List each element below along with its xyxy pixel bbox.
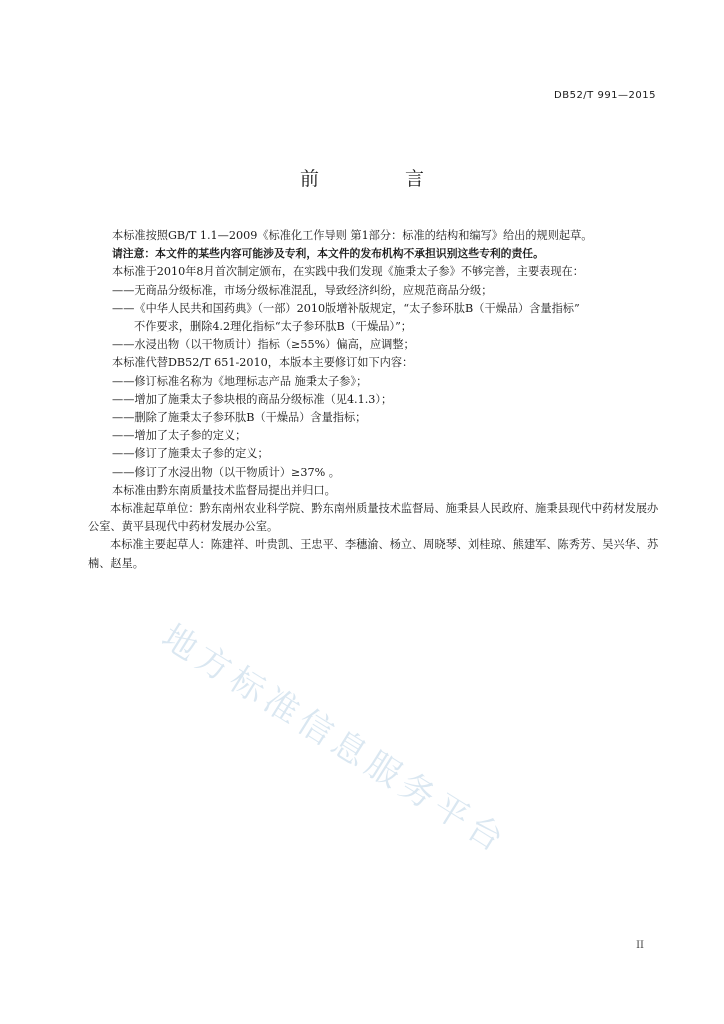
list-item: ——《中华人民共和国药典》（一部）2010版增补版规定，“太子参环肽B（干燥品）含量指标” [112,301,580,315]
page-title: 前 言 [299,168,465,190]
list-item: ——增加了施秉太子参块根的商品分级标准（见4.1.3）； [112,392,393,406]
patent-notice: 请注意：本文件的某些内容可能涉及专利，本文件的发布机构不承担识别这些专利的责任。 [112,247,544,261]
list-item: ——修订了施秉太子参的定义； [112,447,269,461]
list-item-continuation: 不作要求，删除4.2理化指标“太子参环肽B（干燥品）”； [134,320,412,334]
paragraph: 本标准代替DB52/T 651-2010，本版本主要修订如下内容： [112,356,414,370]
preface-body [90,227,660,573]
list-item: ——修订了水浸出物（以干物质计）≥37% 。 [112,465,340,479]
list-item: ——增加了太子参的定义； [112,429,247,443]
paragraph: 本标准于2010年8月首次制定颁布，在实践中我们发现《施秉太子参》不够完善，主要表现在： [112,265,584,279]
document-code: DB52/T 991—2015 [554,90,656,101]
list-item: ——无商品分级标准，市场分级标准混乱，导致经济纠纷，应规范商品分级； [112,283,493,297]
paragraph: 本标准按照GB/T 1.1—2009《标准化工作导则 第1部分：标准的结构和编写》给出的规则起草。 [112,229,593,242]
watermark: 地方标准信息服务平台 [154,616,515,863]
list-item: ——删除了施秉太子参环肽B（干燥品）含量指标； [112,411,367,425]
list-item: ——修订标准名称为《地理标志产品 施秉太子参》； [112,374,368,388]
paragraph: 本标准主要起草人：陈建祥、叶贵凯、王忠平、李穗渝、杨立、周晓琴、刘桂琼、熊建军、陈秀芳、吴兴华、苏楠、赵星。 [88,538,659,570]
paragraph: 本标准由黔东南质量技术监督局提出并归口。 [112,483,336,497]
list-item: ——水浸出物（以干物质计）指标（≥55%）偏高，应调整； [112,338,415,352]
page-number: II [636,940,644,951]
paragraph: 本标准起草单位：黔东南州农业科学院、黔东南州质量技术监督局、施秉县人民政府、施秉县现代中药材发展办公室、黄平县现代中药材发展办公室。 [88,502,659,534]
